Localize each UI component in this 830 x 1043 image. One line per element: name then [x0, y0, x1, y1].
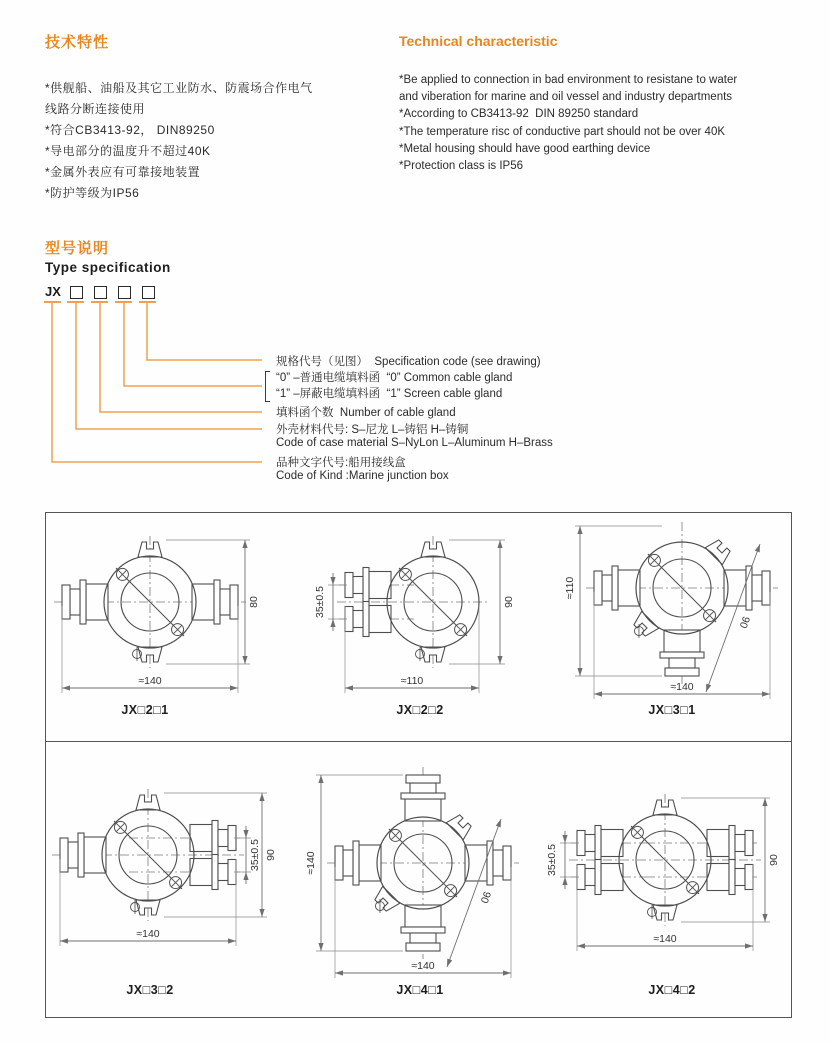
dimension-label: 90	[477, 889, 493, 905]
junction-box-drawing-jx31	[560, 512, 805, 712]
tech-en-line: and viberation for marine and oil vessel and industry departments	[399, 91, 733, 104]
tech-en-line: *Protection class is IP56	[399, 160, 524, 173]
model-label: JX□4□1	[396, 983, 444, 997]
dimension-label: ≈140	[411, 960, 435, 972]
dimension-label: ≈140	[653, 933, 677, 945]
dimension-label: ≈110	[564, 576, 576, 600]
tech-cn-line: 线路分断连接使用	[45, 102, 146, 116]
label-spec-code: 规格代号（见图） Specification code (see drawing)	[276, 356, 541, 368]
model-code-box-2	[94, 286, 107, 299]
dimension-label: 35±0.5	[314, 585, 326, 619]
dimension-label: 35±0.5	[546, 843, 558, 877]
model-label: JX□3□2	[126, 983, 174, 997]
dimension-label: 90	[768, 854, 780, 866]
tech-cn-line: *防护等级为IP56	[45, 186, 140, 200]
model-label: JX□2□2	[396, 703, 444, 717]
type-spec-heading-cn: 型号说明	[45, 240, 110, 257]
tech-en-line: *According to CB3413-92 DIN 89250 standard	[399, 108, 639, 121]
model-label: JX□2□1	[121, 703, 169, 717]
label-material-cn: 外壳材料代号: S–尼龙 L–铸铝 H–铸铜	[276, 424, 469, 436]
tech-en-line: *Be applied to connection in bad environment to resistane to water	[399, 74, 738, 86]
model-code-box-4	[142, 286, 155, 299]
junction-box-drawing-jx42	[540, 766, 795, 971]
junction-box-drawing-jx41	[305, 748, 542, 988]
dimension-label: 80	[248, 596, 260, 608]
dimension-label: ≈140	[305, 851, 317, 875]
junction-box-drawing-jx22	[308, 514, 543, 706]
label-kind-en: Code of Kind :Marine junction box	[276, 470, 449, 482]
tech-cn-heading: 技术特性	[45, 34, 110, 51]
label-gland-1: “1” –屏蔽电缆填料函 “1” Screen cable gland	[276, 388, 503, 400]
spec-connector-lines	[40, 303, 280, 483]
tech-en-heading: Technical characteristic	[399, 33, 558, 49]
model-code-box-1	[70, 286, 83, 299]
label-kind-cn: 品种文字代号:船用接线盒	[276, 457, 406, 469]
tech-en-line: *The temperature risc of conductive part should not be over 40K	[399, 125, 726, 138]
tech-cn-line: *金属外表应有可靠接地装置	[45, 165, 201, 179]
model-label: JX□3□1	[648, 703, 696, 717]
dimension-label: 90	[503, 596, 515, 608]
dimension-label: 90	[736, 614, 752, 630]
tech-en-line: *Metal housing should have good earthing device	[399, 142, 651, 155]
tech-cn-line: *导电部分的温度升不超过40K	[45, 144, 211, 158]
model-prefix: JX	[45, 284, 61, 299]
dimension-label: ≈110	[400, 675, 424, 687]
type-spec-heading-en: Type specification	[45, 260, 171, 275]
label-gland-0: “0” –普通电缆填料函 “0” Common cable gland	[276, 372, 513, 384]
model-label: JX□4□2	[648, 983, 696, 997]
junction-box-drawing-jx32	[30, 760, 280, 972]
label-material-en: Code of case material S–NyLon L–Aluminum H–Brass	[276, 437, 553, 449]
tech-cn-line: *供舰船、油船及其它工业防水、防震场合作电气	[45, 81, 313, 95]
bracket	[265, 371, 270, 402]
dimension-label: 35±0.5	[249, 838, 261, 872]
label-gland-count: 填料函个数 Number of cable gland	[276, 407, 456, 419]
dimension-label: ≈140	[136, 928, 160, 940]
tech-cn-line: *符合CB3413-92， DIN89250	[45, 123, 215, 137]
model-code-box-3	[118, 286, 131, 299]
dimension-label: ≈140	[670, 681, 694, 693]
dimension-label: ≈140	[138, 675, 162, 687]
tech-cn-bullets	[45, 78, 313, 204]
junction-box-drawing-jx21	[30, 514, 280, 706]
tech-en-bullets	[399, 72, 737, 175]
dimension-label: 90	[265, 849, 277, 861]
